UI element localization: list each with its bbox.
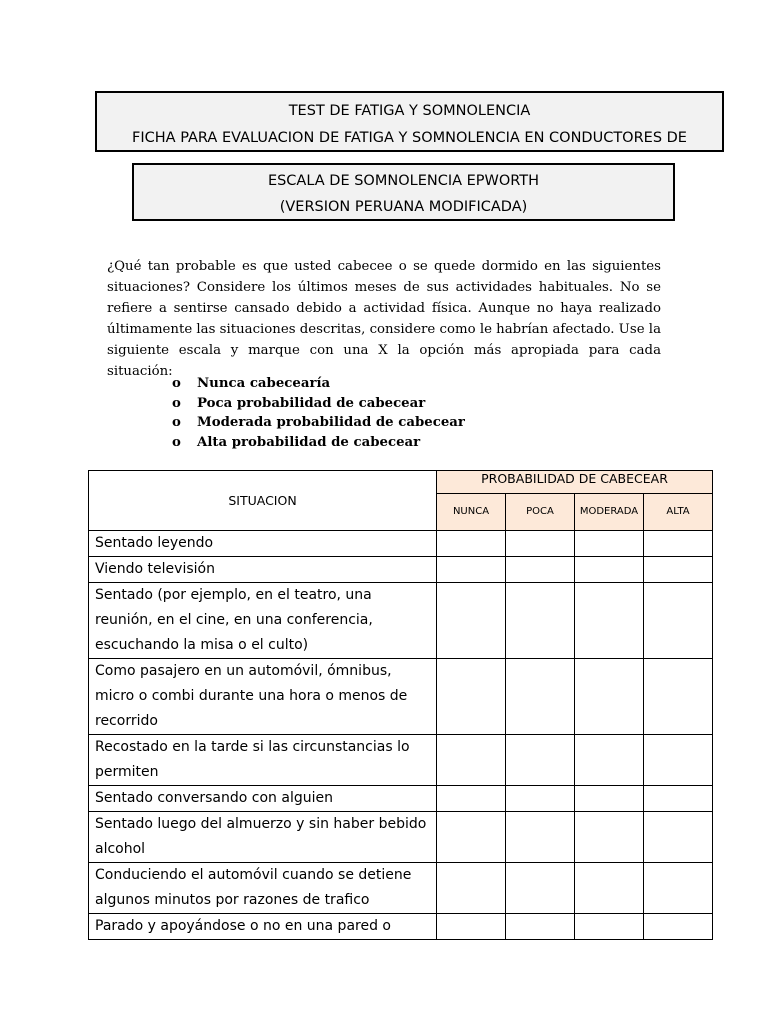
answer-cell-nunca[interactable]	[437, 786, 506, 812]
scale-option-label: Nunca cabecearía	[197, 376, 331, 391]
table-row	[89, 812, 713, 863]
bullet-icon: o	[172, 415, 181, 430]
answer-cell-alta[interactable]	[644, 914, 713, 940]
answer-cell-nunca[interactable]	[437, 583, 506, 659]
answer-cell-poca[interactable]	[506, 863, 575, 914]
answer-cell-alta[interactable]	[644, 735, 713, 786]
probabilidad-header: PROBABILIDAD DE CABECEAR	[437, 471, 713, 494]
answer-cell-nunca[interactable]	[437, 557, 506, 583]
situation-label: Viendo televisión	[89, 557, 437, 583]
answer-cell-moderada[interactable]	[575, 531, 644, 557]
answer-cell-nunca[interactable]	[437, 914, 506, 940]
scale-title: ESCALA DE SOMNOLENCIA EPWORTH	[267, 173, 540, 189]
answer-cell-poca[interactable]	[506, 812, 575, 863]
answer-cell-nunca[interactable]	[437, 735, 506, 786]
answer-cell-moderada[interactable]	[575, 812, 644, 863]
table-row	[89, 735, 713, 786]
answer-cell-moderada[interactable]	[575, 583, 644, 659]
scale-subtitle: (VERSION PERUANA MODIFICADA)	[279, 199, 528, 215]
table-row	[89, 863, 713, 914]
answer-cell-nunca[interactable]	[437, 812, 506, 863]
answer-cell-alta[interactable]	[644, 583, 713, 659]
answer-cell-moderada[interactable]	[575, 557, 644, 583]
answer-cell-poca[interactable]	[506, 557, 575, 583]
scale-box	[132, 163, 675, 221]
table-row	[89, 557, 713, 583]
answer-cell-poca[interactable]	[506, 914, 575, 940]
table-header-row	[89, 471, 713, 494]
situation-label: Conduciendo el automóvil cuando se detiene algunos minutos por razones de trafico	[89, 863, 437, 914]
table-row	[89, 914, 713, 940]
scale-option	[172, 374, 465, 394]
answer-cell-alta[interactable]	[644, 531, 713, 557]
scale-option-label: Alta probabilidad de cabecear	[197, 434, 421, 450]
answer-cell-poca[interactable]	[506, 583, 575, 659]
scale-option-label: Poca probabilidad de cabecear	[197, 395, 426, 411]
scale-option	[172, 433, 465, 453]
header-subtitle: FICHA PARA EVALUACION DE FATIGA Y SOMNOLENCIA EN CONDUCTORES DE	[132, 130, 687, 146]
table-row	[89, 659, 713, 735]
situation-label: Sentado (por ejemplo, en el teatro, una reunión, en el cine, en una conferencia, escuchando la misa o el culto)	[89, 583, 437, 659]
situation-label: Sentado conversando con alguien	[89, 786, 437, 812]
situation-label: Parado y apoyándose o no en una pared o	[89, 914, 437, 940]
situation-label: Sentado luego del almuerzo y sin haber bebido alcohol	[89, 812, 437, 863]
header-title: TEST DE FATIGA Y SOMNOLENCIA	[288, 103, 531, 119]
table-row	[89, 531, 713, 557]
answer-cell-poca[interactable]	[506, 786, 575, 812]
answer-cell-moderada[interactable]	[575, 659, 644, 735]
answer-cell-poca[interactable]	[506, 659, 575, 735]
situacion-header: SITUACION	[89, 471, 437, 531]
scale-options-list	[172, 374, 465, 452]
bullet-icon: o	[172, 376, 181, 391]
header-box	[95, 91, 724, 152]
answer-cell-moderada[interactable]	[575, 735, 644, 786]
column-header-nunca: NUNCA	[437, 494, 506, 531]
answer-cell-poca[interactable]	[506, 735, 575, 786]
situation-label: Como pasajero en un automóvil, ómnibus, micro o combi durante una hora o menos de recorrido	[89, 659, 437, 735]
intro-paragraph: ¿Qué tan probable es que usted cabecee o se quede dormido en las siguientes situaciones? Considere los últimos meses de sus actividades habituales. No se refiere a sentirse cansado debido a actividad física. Aunque no haya realizado últimamente las situaciones descritas, considere como le habrían afectado. Use la siguiente escala y marque con una X la opción más apropiada para cada situación:	[107, 259, 661, 379]
column-header-alta: ALTA	[644, 494, 713, 531]
answer-cell-alta[interactable]	[644, 812, 713, 863]
scale-option-label: Moderada probabilidad de cabecear	[197, 415, 465, 430]
column-header-moderada: MODERADA	[575, 494, 644, 531]
answer-cell-nunca[interactable]	[437, 531, 506, 557]
scale-option	[172, 413, 465, 433]
answer-cell-nunca[interactable]	[437, 659, 506, 735]
scale-option	[172, 394, 465, 414]
answer-cell-alta[interactable]	[644, 786, 713, 812]
situation-label: Recostado en la tarde si las circunstancias lo permiten	[89, 735, 437, 786]
answer-cell-moderada[interactable]	[575, 863, 644, 914]
answer-cell-moderada[interactable]	[575, 786, 644, 812]
answer-cell-alta[interactable]	[644, 557, 713, 583]
epworth-table	[88, 470, 713, 940]
answer-cell-poca[interactable]	[506, 531, 575, 557]
table-row	[89, 583, 713, 659]
bullet-icon: o	[172, 395, 181, 411]
answer-cell-alta[interactable]	[644, 863, 713, 914]
bullet-icon: o	[172, 434, 181, 450]
situation-label: Sentado leyendo	[89, 531, 437, 557]
answer-cell-alta[interactable]	[644, 659, 713, 735]
answer-cell-moderada[interactable]	[575, 914, 644, 940]
table-row	[89, 786, 713, 812]
column-header-poca: POCA	[506, 494, 575, 531]
answer-cell-nunca[interactable]	[437, 863, 506, 914]
